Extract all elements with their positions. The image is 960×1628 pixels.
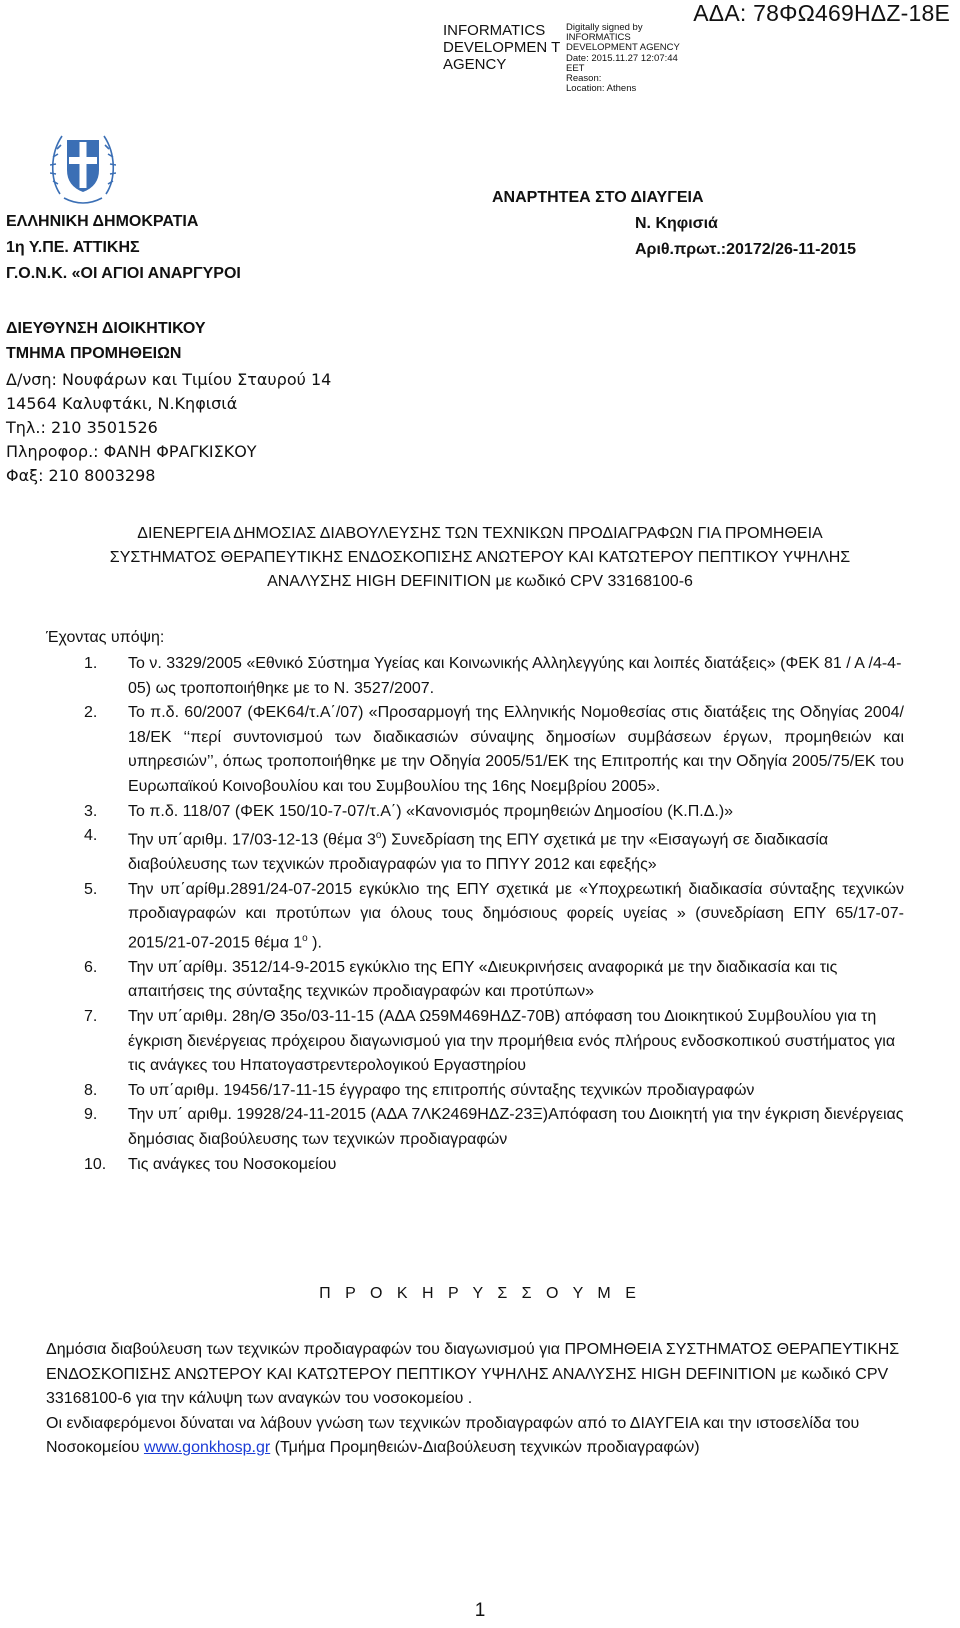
ada-code: ΑΔΑ: 78ΦΩ469ΗΔΖ-18Ε bbox=[693, 0, 950, 26]
signature-organization: INFORMATICS DEVELOPMEN T AGENCY bbox=[443, 22, 560, 73]
page-number: 1 bbox=[474, 1600, 486, 1621]
considering-heading: Έχοντας υπόψη: bbox=[46, 629, 165, 646]
country-name: ΕΛΛΗΝΙΚΗ ΔΗΜΟΚΡΑΤΙΑ bbox=[6, 213, 199, 230]
list-item: 4. Την υπ΄αριθμ. 17/03-12-13 (θέμα $3^o$) Συνεδρίαση της ΕΠΥ σχετικά με την «Εισαγωγή σε διαδικασία διαβούλευσης των τεχνικών προδιαγραφών για το ΠΠΥΥ 2012 και εφεξής» bbox=[84, 827, 829, 874]
phone-line: Τηλ.: 210 3501526 bbox=[6, 418, 158, 437]
closing-paragraph: Δημόσια διαβούλευση των τεχνικών προδιαγραφών του διαγωνισμού για ΠΡΟΜΗΘΕΙΑ ΣΥΣΤΗΜΑΤΟΣ ΘΕΡΑΠΕΥΤΙΚΗΣ ΕΝΔΟΣΚΟΠΙΣΗΣ ΑΝΩΤΕΡΟΥ ΚΑΙ ΚΑΤΩΤΕΡΟΥ ΠΕΠΤΙΚΟΥ ΥΨΗΛΗΣ ΑΝΑΛΥΣΗΣ HIGH DEFINITION με κωδικό CPV 33168100-6 για την κάλυψη των αναγκών του νοσοκομείου . bbox=[46, 1341, 900, 1408]
signature-line: Location: Athens bbox=[566, 83, 637, 95]
department-block bbox=[6, 316, 206, 366]
proclaim-heading: Π Ρ Ο Κ Η Ρ Υ Σ Σ Ο Υ Μ Ε bbox=[319, 1285, 641, 1302]
contact-block bbox=[6, 368, 331, 488]
closing-paragraph: Οι ενδιαφερόμενοι δύναται να λάβουν γνώση των τεχνικών προδιαγραφών από το ΔΙΑΥΓΕΙΑ και την ιστοσελίδα του Νοσοκομείου www.gonkhosp.gr (Τμήμα Προμηθειών-Διαβούλευση τεχνικών προδιαγραφών) bbox=[46, 1414, 860, 1457]
post-to-diavgeia: ΑΝΑΡΤΗΤΕΑ ΣΤΟ ΔΙΑΥΓΕΙΑ bbox=[492, 189, 704, 206]
document-title bbox=[0, 522, 960, 594]
list-item: 6. Την υπ΄αρίθμ. 3512/14-9-2015 εγκύκλιο της ΕΠΥ «Διευκρινήσεις αναφορικά με την διαδικασία και τις απαιτήσεις της σύνταξης τεχνικών προδιαγραφών και προτύπων» bbox=[84, 958, 838, 1001]
directorate: ΔΙΕΥΘΥΝΣΗ ΔΙΟΙΚΗΤΙΚΟΥ bbox=[6, 320, 206, 337]
list-item: 2. Το π.δ. 60/2007 (ΦΕΚ64/τ.Α΄/07) «Προσαρμογή της Ελληνικής Νομοθεσίας στις διατάξεις της Οδηγίας 2004/ 18/ΕΚ ‘‘περί συντονισμού των διαδικασιών σύναψης δημοσίων συμβάσεων έργων, προμηθειών και υπηρεσιών’’, όπως τροποποιήθηκε με την Οδηγία 2005/51/ΕΚ της Επιτροπής και την Οδηγία 2005/75/ΕΚ του Ευρωπαϊκού Κοινοβουλίου και του Συμβουλίου της 16ης Νοεμβρίου 2005». bbox=[84, 704, 904, 795]
greek-coat-of-arms-icon bbox=[50, 124, 116, 208]
hospital-name: Γ.Ο.Ν.Κ. «ΟΙ ΑΓΙΟΙ ΑΝΑΡΓΥΡΟΙ bbox=[6, 265, 241, 282]
signature-line: Date: 2015.11.27 12:07:44 bbox=[566, 52, 678, 64]
address-line: Δ/νση: Νουφάρων και Τιμίου Σταυρού 14 bbox=[6, 370, 332, 389]
signature-line: DEVELOPMENT AGENCY bbox=[566, 42, 680, 54]
list-item: 9. Την υπ΄ αριθμ. 19928/24-11-2015 (ΑΔΑ 7ΛΚ2469ΗΔΖ-23Ξ)Απόφαση του Διοικητή για την έγκριση διενέργειας δημόσιας διαβούλευσης των τεχνικών προδιαγραφών bbox=[84, 1106, 904, 1148]
list-item: 1. Το ν. 3329/2005 «Εθνικό Σύστημα Υγείας και Κοινωνικής Αλληλεγγύης και λοιπές διατάξεις» (ΦΕΚ 81 / Α /4-4-05) ως τροποποιήθηκε με το Ν. 3527/2007. bbox=[84, 655, 902, 697]
considerations-list bbox=[84, 652, 904, 1177]
closing-text bbox=[46, 1338, 906, 1461]
list-item: 7. Την υπ΄αριθμ. 28η/Θ 35ο/03-11-15 (ΑΔΑ Ω59Μ469ΗΔΖ-70Β) απόφαση του Διοικητικού Συμβουλίου για τη έγκριση διενέργειας πρόχειρου διαγωνισμού για την προμήθεια ενός πλήρους ενδοσκοπικού συστήματος για τις ανάγκες του Ηπατογαστρεντερολογικού Εργαστηρίου bbox=[84, 1007, 896, 1075]
signature-details bbox=[566, 23, 696, 94]
title-line: ΔΙΕΝΕΡΓΕΙΑ ΔΗΜΟΣΙΑΣ ΔΙΑΒΟΥΛΕΥΣΗΣ ΤΩΝ ΤΕΧΝΙΚΩΝ ΠΡΟΔΙΑΓΡΑΦΩΝ ΓΙΑ ΠΡΟΜΗΘΕΙΑ bbox=[137, 525, 823, 542]
title-line: ΑΝΑΛΥΣΗΣ HIGH DEFINITION με κωδικό CPV 33168100-6 bbox=[267, 573, 693, 590]
place: Ν. Κηφισιά bbox=[635, 215, 718, 232]
signature-line: Digitally signed by bbox=[566, 22, 643, 33]
list-item: 5. Την υπ΄αρίθμ.2891/24-07-2015 εγκύκλιο της ΕΠΥ σχετικά με «Υποχρεωτική διαδικασία σύνταξης τεχνικών προδιαγραφών και προτύπων για όλους τους δημόσιους φορείς υγείας » (συνεδρίαση ΕΠΥ 65/17-07-2015/21-07-2015 θέμα $1^o$ ). bbox=[84, 880, 904, 952]
section: ΤΜΗΜΑ ΠΡΟΜΗΘΕΙΩΝ bbox=[6, 345, 182, 362]
signature-line: Reason: bbox=[566, 73, 602, 85]
signature-line: EET bbox=[566, 62, 585, 74]
fax-line: Φαξ: 210 8003298 bbox=[6, 466, 156, 485]
health-region: 1η Υ.ΠΕ. ΑΤΤΙΚΗΣ bbox=[6, 239, 140, 256]
list-item: 8. Το υπ΄αριθμ. 19456/17-11-15 έγγραφο της επιτροπής σύνταξης τεχνικών προδιαγραφών bbox=[84, 1081, 755, 1099]
header-left bbox=[6, 209, 241, 287]
list-item: 10. Τις ανάγκες του Νοσοκομείου bbox=[84, 1155, 337, 1173]
hospital-website-link[interactable]: www.gonkhosp.gr bbox=[143, 1439, 271, 1457]
info-contact-line: Πληροφορ.: ΦΑΝΗ ΦΡΑΓΚΙΣΚΟΥ bbox=[6, 442, 257, 461]
title-line: ΣΥΣΤΗΜΑΤΟΣ ΘΕΡΑΠΕΥΤΙΚΗΣ ΕΝΔΟΣΚΟΠΙΣΗΣ ΑΝΩΤΕΡΟΥ ΚΑΙ ΚΑΤΩΤΕΡΟΥ ΠΕΠΤΙΚΟΥ ΥΨΗΛΗΣ bbox=[109, 549, 851, 566]
signature-line: INFORMATICS bbox=[566, 32, 631, 44]
list-item: 3. Το π.δ. 118/07 (ΦΕΚ 150/10-7-07/τ.Α΄) «Κανονισμός προμηθειών Δημοσίου (Κ.Π.Δ.)» bbox=[84, 802, 734, 820]
protocol-number: Αριθ.πρωτ.:20172/26-11-2015 bbox=[635, 241, 857, 258]
city-line: 14564 Καλυφτάκι, Ν.Κηφισιά bbox=[6, 394, 238, 413]
